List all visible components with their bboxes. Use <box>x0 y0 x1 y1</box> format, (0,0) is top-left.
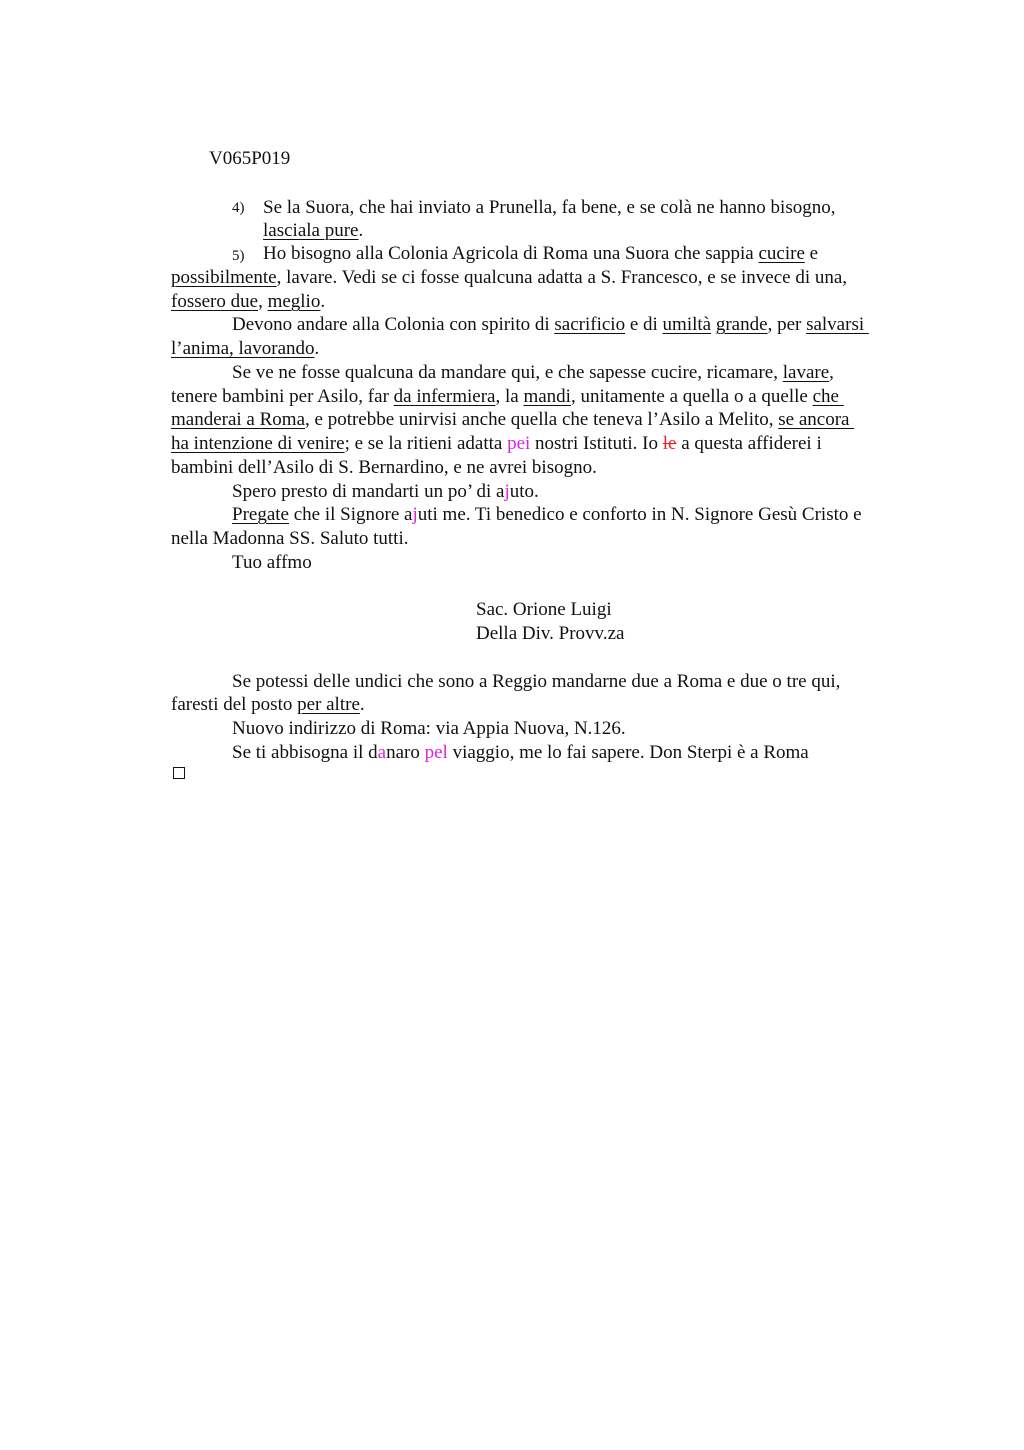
text-line <box>171 456 597 480</box>
text-line <box>171 408 854 432</box>
underlined-text: se ancora <box>778 409 855 430</box>
item-number-4: 4) <box>232 200 245 216</box>
text-segment: , per <box>767 314 807 335</box>
text-segment: bambini dell’Asilo di S. Bernardino, e ne avrei bisogno. <box>171 457 597 478</box>
text-segment: Nuovo indirizzo di Roma: via Appia Nuova, N.126. <box>232 718 626 739</box>
text-segment: a questa affiderei i <box>676 433 822 454</box>
text-segment: nella Madonna SS. Saluto tutti. <box>171 528 409 549</box>
text-segment: , lavare. Vedi se ci fosse qualcuna adatta a S. Francesco, e se invece di una, <box>276 267 848 288</box>
text-line <box>232 551 312 575</box>
text-segment: . <box>314 338 320 359</box>
underlined-text: sacrificio <box>554 314 626 335</box>
text-line <box>232 503 862 527</box>
text-line <box>171 385 844 409</box>
text-segment: Se la Suora, che hai inviato a Prunella, fa bene, e se colà ne hanno bisogno, <box>263 197 836 218</box>
document-code: V065P019 <box>209 148 291 169</box>
text-line <box>171 290 325 314</box>
text-segment: e <box>804 243 819 264</box>
text-segment: tenere bambini per Asilo, far <box>171 386 394 407</box>
underlined-text: grande <box>715 314 768 335</box>
inserted-text: pei <box>507 433 531 454</box>
underlined-text: umiltà <box>662 314 712 335</box>
text-segment: uto. <box>509 481 539 502</box>
underlined-text: manderai a Roma <box>171 409 306 430</box>
inserted-text: j <box>412 504 418 525</box>
underlined-text: da infermiera <box>393 386 496 407</box>
underlined-text: meglio <box>267 291 321 312</box>
underlined-text: mandi <box>523 386 571 407</box>
text-segment: Devono andare alla Colonia con spirito di <box>232 314 555 335</box>
item-number-5: 5) <box>232 248 245 264</box>
underlined-text: per altre <box>297 694 360 715</box>
text-segment: , <box>258 291 268 312</box>
text-segment: viaggio, me lo fai sapere. Don Sterpi è a Roma <box>447 742 809 763</box>
text-line <box>263 196 835 220</box>
text-line <box>232 480 539 504</box>
underlined-text: fossero due <box>171 291 259 312</box>
text-segment: faresti del posto <box>171 694 298 715</box>
text-segment: . <box>320 291 326 312</box>
text-line <box>232 670 840 694</box>
text-line <box>263 242 818 266</box>
text-segment: Della Div. Provv.za <box>476 623 625 644</box>
text-line <box>232 313 869 337</box>
text-segment: , e potrebbe unirvisi anche quella che teneva l’Asilo a Melito, <box>305 409 779 430</box>
text-segment: . <box>358 220 364 241</box>
text-segment: Ho bisogno alla Colonia Agricola di Roma una Suora che sappia <box>263 243 759 264</box>
text-line <box>171 527 409 551</box>
text-line <box>171 693 365 717</box>
text-segment: . <box>359 694 365 715</box>
text-line <box>232 717 626 741</box>
inserted-text: pel <box>424 742 448 763</box>
text-segment: Se ti abbisogna il d <box>232 742 378 763</box>
underlined-text: salvarsi <box>806 314 869 335</box>
deleted-text: le <box>662 433 677 454</box>
underlined-text: ha intenzione di venire <box>171 433 345 454</box>
inserted-text: j <box>504 481 510 502</box>
text-segment: Spero presto di mandarti un po’ di a <box>232 481 505 502</box>
text-line <box>476 598 612 622</box>
text-segment: che il Signore a <box>288 504 413 525</box>
underlined-text: l’anima, lavorando <box>171 338 315 359</box>
text-segment: nostri Istituti. Io <box>530 433 663 454</box>
text-segment: , <box>829 362 834 383</box>
text-segment: Sac. Orione Luigi <box>476 599 612 620</box>
text-segment: , la <box>495 386 524 407</box>
text-line <box>476 622 624 646</box>
underlined-text: possibilmente <box>171 267 277 288</box>
underlined-text: che <box>812 386 844 407</box>
inserted-text: a <box>377 742 387 763</box>
text-line <box>232 361 834 385</box>
text-segment: Se ve ne fosse qualcuna da mandare qui, e che sapesse cucire, ricamare, <box>232 362 783 383</box>
text-segment: naro <box>386 742 425 763</box>
text-line <box>171 266 847 290</box>
underlined-text: cucire <box>758 243 805 264</box>
text-segment: ; e se la ritieni adatta <box>344 433 508 454</box>
text-line <box>232 741 809 765</box>
text-segment: , unitamente a quella o a quelle <box>570 386 813 407</box>
underlined-text: lasciala pure <box>263 220 359 241</box>
text-segment: Tuo affmo <box>232 552 312 573</box>
text-segment: uti me. Ti benedico e conforto in N. Signore Gesù Cristo e <box>417 504 862 525</box>
underlined-text: lavare <box>782 362 830 383</box>
underlined-text: Pregate <box>232 504 289 525</box>
end-marker-box <box>173 767 185 779</box>
text-line <box>171 337 319 361</box>
text-line <box>263 219 363 243</box>
text-segment: Se potessi delle undici che sono a Reggio mandarne due a Roma e due o tre qui, <box>232 671 841 692</box>
text-line <box>171 432 822 456</box>
text-segment: e di <box>625 314 663 335</box>
